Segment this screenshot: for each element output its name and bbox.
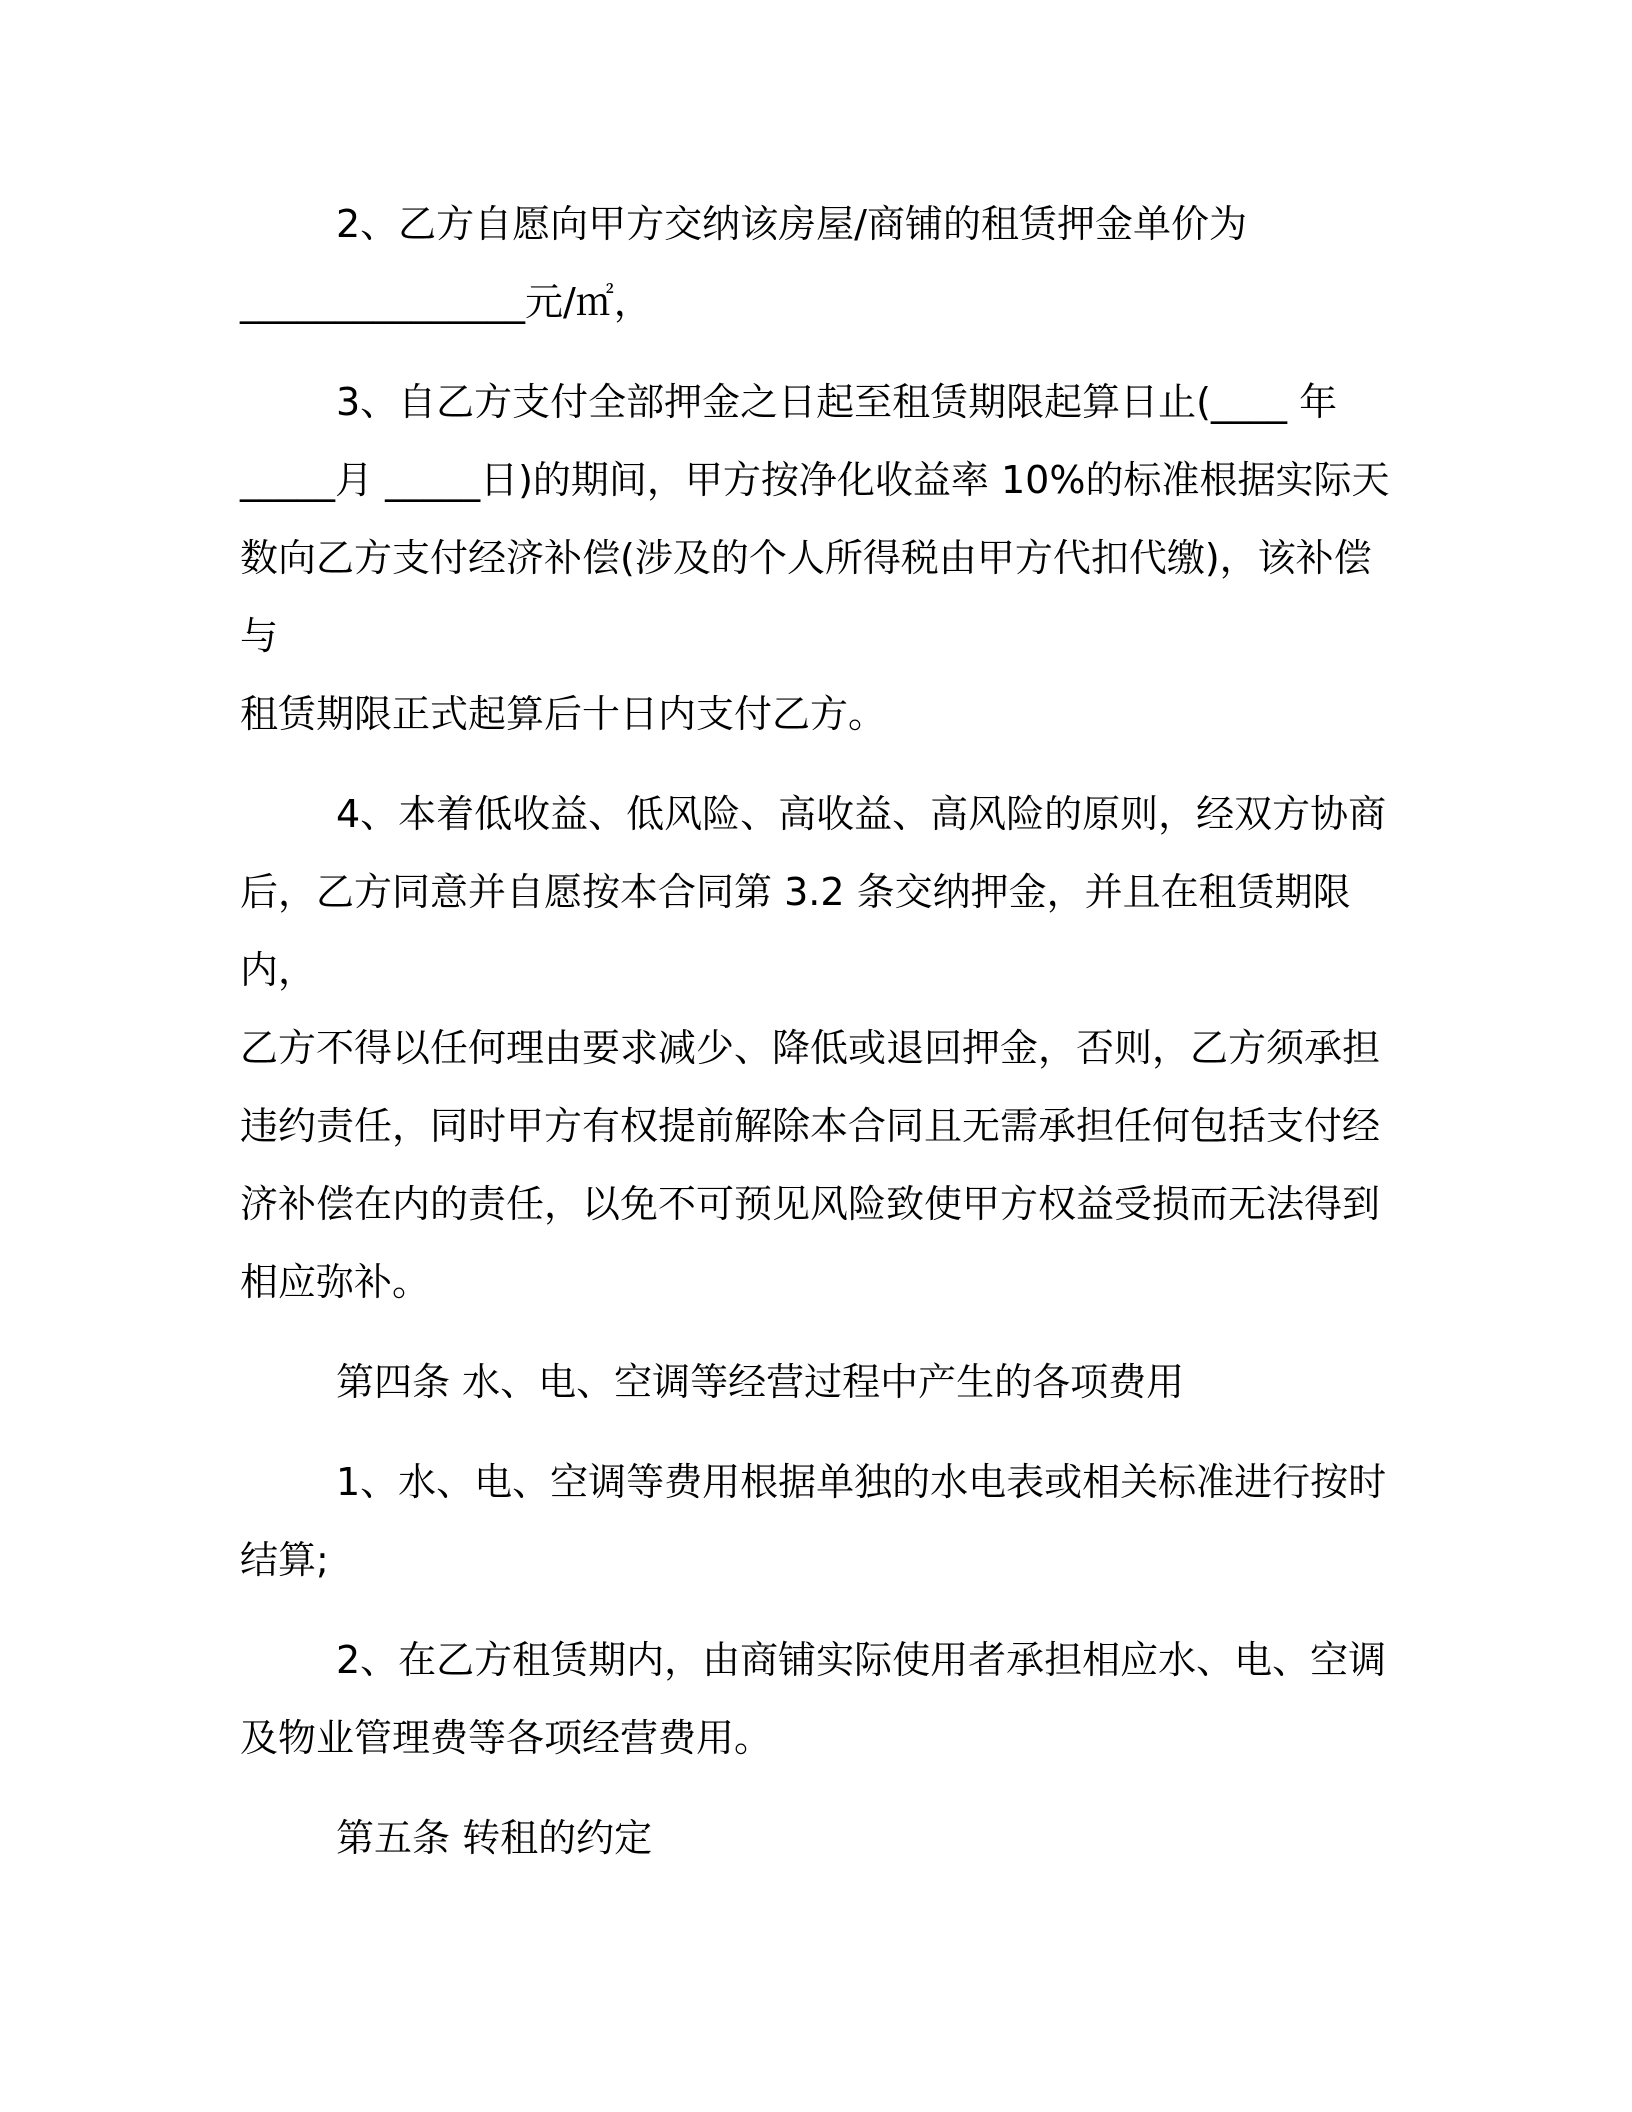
text-line: 乙方不得以任何理由要求减少、降低或退回押金，否则，乙方须承担 xyxy=(240,1026,1381,1070)
paragraph-deposit-unit-price xyxy=(240,185,1390,341)
text-line: 数向乙方支付经济补偿(涉及的个人所得税由甲方代扣代缴)，该补偿与 xyxy=(240,536,1372,658)
document-body xyxy=(240,185,1390,1877)
text-line: 1、水、电、空调等费用根据单独的水电表或相关标准进行按时 xyxy=(336,1460,1387,1504)
text-line: 2、在乙方租赁期内，由商铺实际使用者承担相应水、电、空调 xyxy=(336,1638,1387,1682)
paragraph-utility-settlement xyxy=(240,1443,1390,1599)
text-line: _______________元/㎡， xyxy=(240,280,652,324)
text-line: 及物业管理费等各项经营费用。 xyxy=(240,1716,773,1760)
text-line: 违约责任，同时甲方有权提前解除本合同且无需承担任何包括支付经 xyxy=(240,1104,1381,1148)
text-line: 后，乙方同意并自愿按本合同第 3.2 条交纳押金，并且在租赁期限内， xyxy=(240,870,1351,992)
paragraph-compensation xyxy=(240,363,1390,753)
text-line: 济补偿在内的责任，以免不可预见风险致使甲方权益受损而无法得到 xyxy=(240,1182,1381,1226)
article-4-heading: 第四条 水、电、空调等经营过程中产生的各项费用 xyxy=(336,1360,1185,1404)
paragraph-operating-costs xyxy=(240,1621,1390,1777)
article-5-heading: 第五条 转租的约定 xyxy=(336,1816,653,1860)
text-line: 结算; xyxy=(240,1538,329,1582)
text-line: _____月 _____日)的期间，甲方按净化收益率 10%的标准根据实际天 xyxy=(240,458,1390,502)
text-line: 相应弥补。 xyxy=(240,1260,431,1304)
text-line: 3、自乙方支付全部押金之日起至租赁期限起算日止(____ 年 xyxy=(336,380,1338,424)
text-line: 租赁期限正式起算后十日内支付乙方。 xyxy=(240,692,887,736)
text-line: 4、本着低收益、低风险、高收益、高风险的原则，经双方协商 xyxy=(336,792,1387,836)
paragraph-risk-principle xyxy=(240,775,1390,1321)
text-line: 2、乙方自愿向甲方交纳该房屋/商铺的租赁押金单价为 xyxy=(336,202,1247,246)
